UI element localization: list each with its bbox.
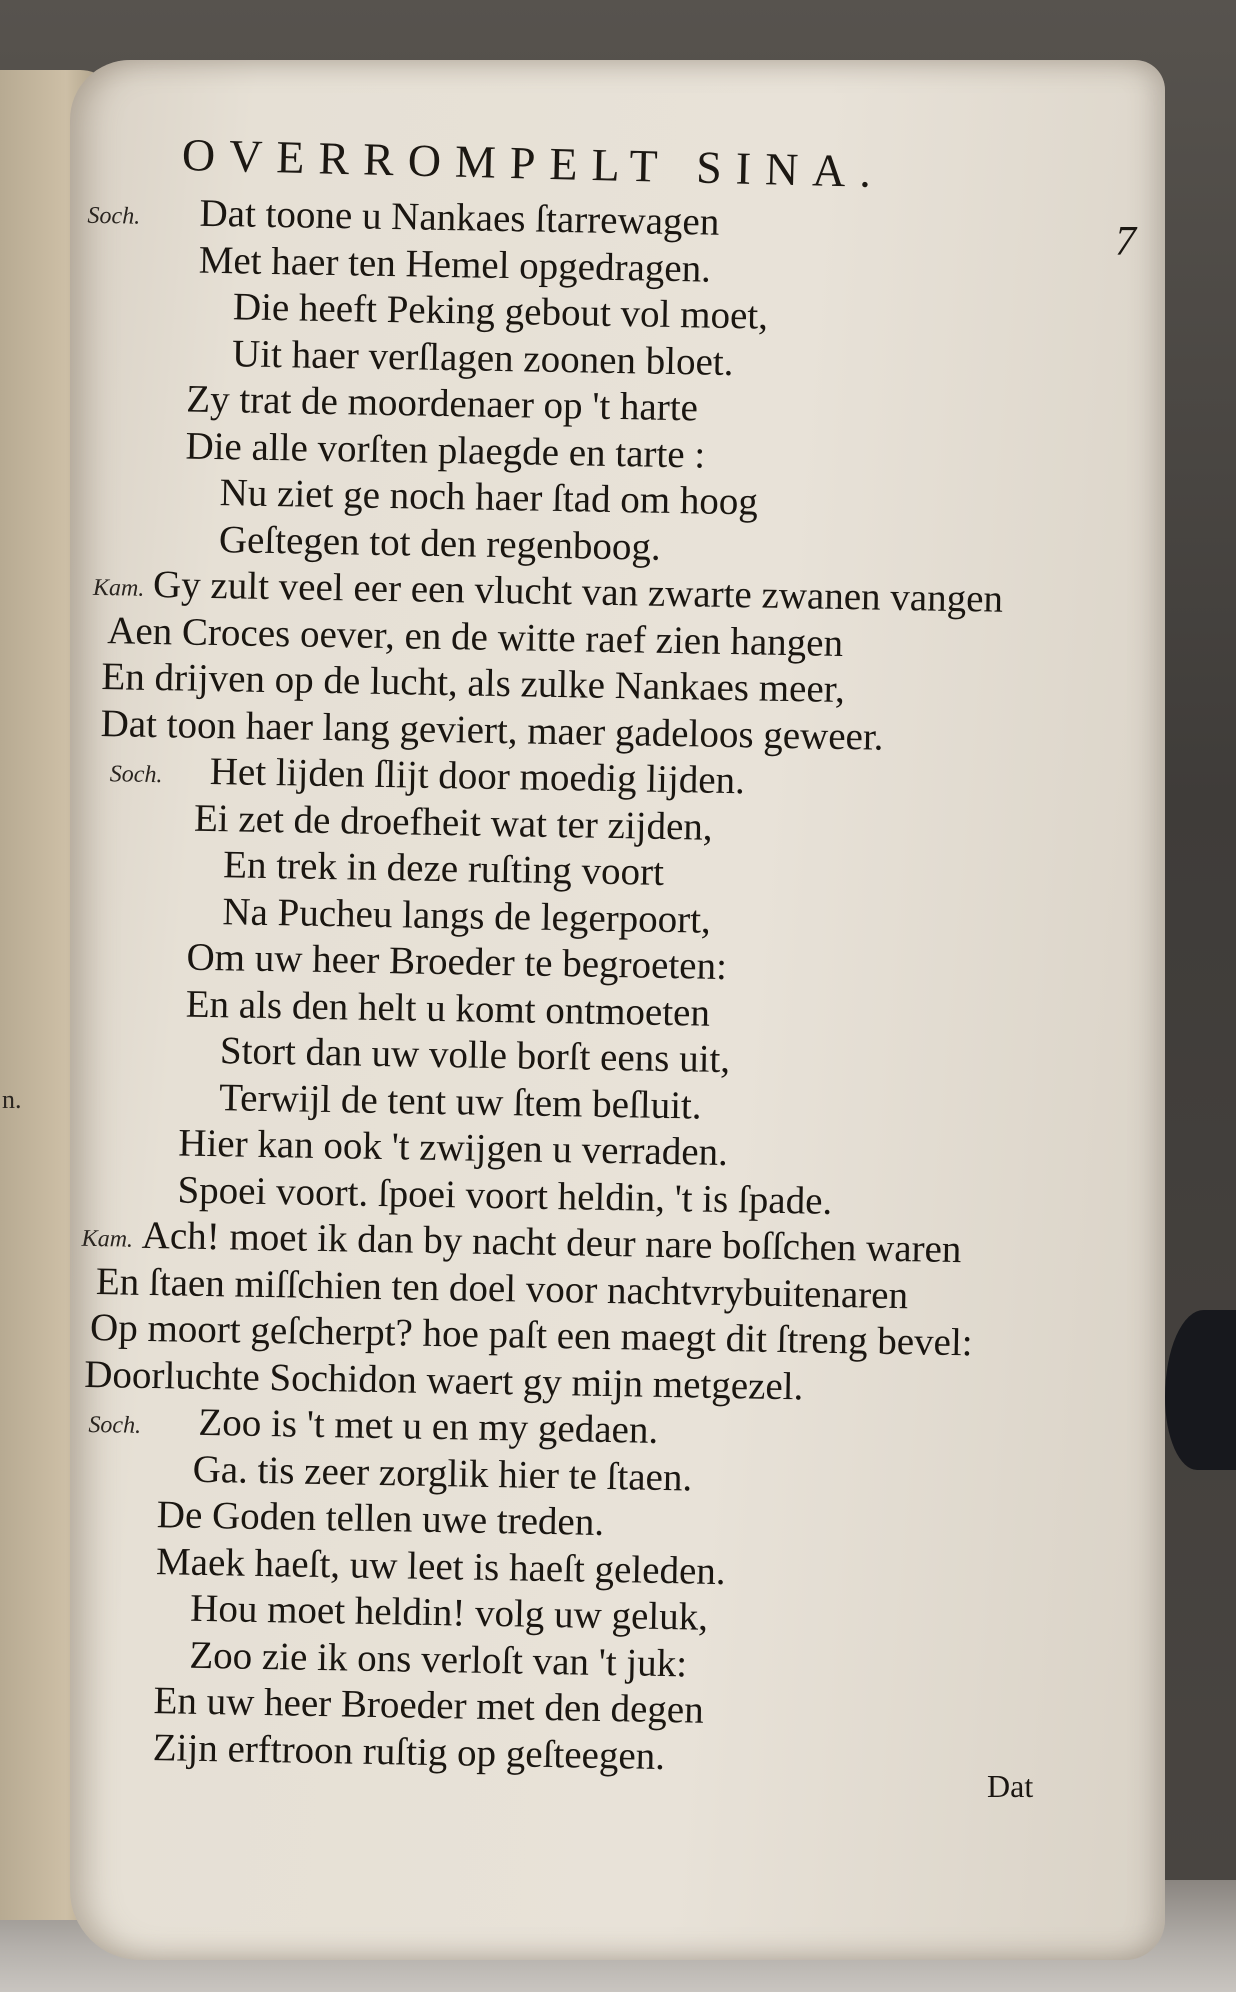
- verse-text: Zijn erftroon ruſtig op geſteegen.: [152, 1725, 666, 1778]
- verse-text: Gy zult veel eer een vlucht van zwarte zwanen vangen: [152, 562, 1004, 621]
- verse-text: Terwijl de tent uw ſtem beſluit.: [218, 1075, 702, 1128]
- speaker-label: Kam.: [92, 574, 145, 602]
- verse-text: Ei zet de droefheit wat ter zijden,: [193, 796, 714, 849]
- verse-text: Zy trat de moordenaer op 't harte: [185, 377, 699, 430]
- verse-text: Die alle vorſten plaegde en tarte :: [185, 423, 706, 477]
- verse-text: En uw heer Broeder met den degen: [153, 1679, 705, 1732]
- running-head: OVERROMPELT SINA.: [181, 129, 886, 198]
- speaker-label: Soch.: [109, 761, 163, 789]
- verse-text: Hou moet heldin! volg uw geluk,: [189, 1586, 709, 1639]
- verse-text: Ach! moet ik dan by nacht deur nare boſſchen waren: [141, 1213, 962, 1272]
- verse-text: Ga. tis zeer zorglik hier te ſtaen.: [192, 1447, 693, 1499]
- verse-text: Het lijden ſlijt door moedig lijden.: [209, 749, 746, 803]
- verse-text: Nu ziet ge noch haer ſtad om hoog: [219, 471, 759, 524]
- verse-text: En trek in deze ruſting voort: [222, 843, 665, 894]
- verse-text: Om uw heer Broeder te begroeten:: [186, 935, 728, 989]
- verse-text: En als den helt u komt ontmoeten: [185, 982, 711, 1035]
- verse-text: Maek haeſt, uw leet is haeſt geleden.: [155, 1539, 726, 1593]
- speaker-label: Kam.: [81, 1225, 134, 1253]
- verse-text: Uit haer verſlagen zoonen bloet.: [231, 331, 734, 384]
- speaker-label: Soch.: [87, 202, 141, 230]
- verse-text: Na Pucheu langs de legerpoort,: [222, 889, 712, 942]
- verse-text: Met haer ten Hemel opgedragen.: [198, 238, 712, 291]
- verse-text: Doorluchte Sochidon waert gy mijn metgezel.: [83, 1352, 804, 1408]
- verse-text: Aen Croces oever, en de witte raef zien hangen: [106, 608, 844, 665]
- verse-text: Hier kan ook 't zwijgen u verraden.: [177, 1121, 729, 1175]
- verse-text: Zoo zie ik ons verloſt van 't juk:: [189, 1633, 688, 1685]
- verse-block: [81, 190, 1119, 1788]
- speaker-label: Soch.: [88, 1411, 142, 1439]
- verse-text: De Goden tellen uwe treden.: [156, 1493, 605, 1544]
- verse-text: En drijven op de lucht, als zulke Nankaes meer,: [101, 655, 846, 712]
- verse-text: Zoo is 't met u en my gedaen.: [198, 1400, 659, 1452]
- verse-text: Dat toone u Nankaes ſtarrewagen: [199, 191, 720, 244]
- ink-blot: [1165, 1310, 1236, 1470]
- verse-text: Geſtegen tot den regenboog.: [218, 517, 662, 569]
- page-number: 7: [1115, 219, 1136, 265]
- verse-text: Spoei voort. ſpoei voort heldin, 't is ſpade.: [177, 1167, 833, 1223]
- verse-text: Stort dan uw volle borſt eens uit,: [219, 1029, 731, 1082]
- verse-text: Die heeft Peking gebout vol moet,: [232, 285, 769, 338]
- verse-text: Op moort geſcherpt? hoe paſt een maegt dit ſtreng bevel:: [89, 1305, 973, 1365]
- catchword: Dat: [987, 1768, 1034, 1804]
- verse-text: En ſtaen miſſchien ten doel voor nachtvrybuitenaren: [95, 1259, 909, 1317]
- verse-text: Dat toon haer lang geviert, maer gadeloos geweer.: [100, 701, 884, 759]
- left-page-fragment: n.: [2, 1085, 22, 1114]
